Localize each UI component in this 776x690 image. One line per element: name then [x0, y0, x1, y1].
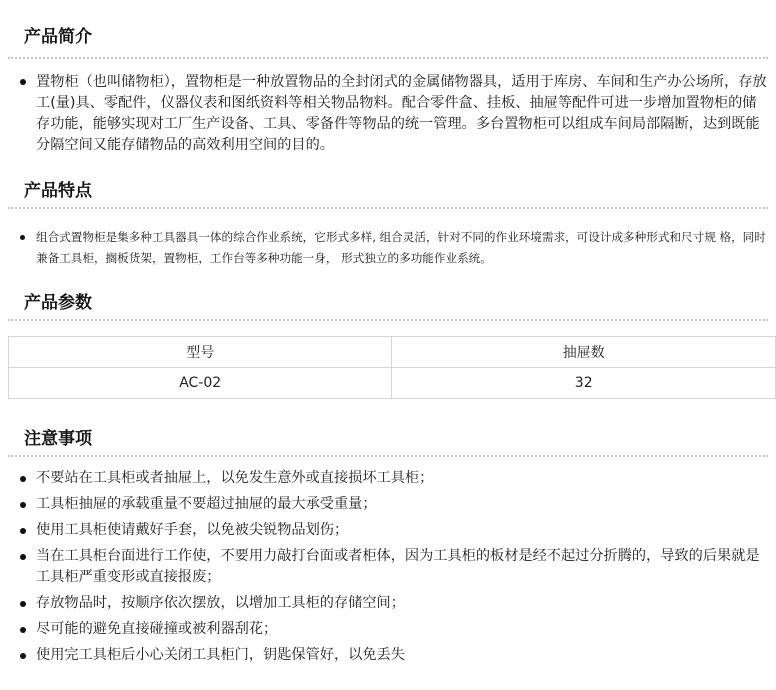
intro-divider: [8, 57, 768, 59]
params-title: 产品参数: [24, 293, 92, 313]
bullet-icon: [20, 528, 26, 534]
list-item: [8, 593, 768, 614]
bullet-icon: [20, 502, 26, 508]
bullet-icon: [20, 653, 26, 659]
params-table: [8, 336, 776, 399]
params-divider: [8, 319, 768, 321]
table-header-drawers: 抽屉数: [392, 337, 776, 368]
bullet-icon: [20, 235, 25, 240]
list-item: [8, 619, 768, 640]
bullet-icon: [20, 79, 26, 85]
note-text: 工具柜抽屉的承载重量不要超过抽屉的最大承受重量；: [36, 496, 377, 512]
intro-list: [8, 72, 768, 156]
notes-title: 注意事项: [24, 429, 92, 449]
note-text: 存放物品时，按顺序依次摆放，以增加工具柜的存储空间；: [36, 595, 405, 611]
list-item: [8, 645, 768, 666]
features-item-text: 组合式置物柜是集多种工具器具一体的综合作业系统，它形式多样, 组合灵活，针对不同的作业环境需求，可设计成多种形式和尺寸规 格，同时兼备工具柜，搁板货架，置物柜，工作台等多种功能一身， 形式独立的多功能作业系统。: [36, 230, 766, 265]
table-cell-drawers: 32: [392, 368, 776, 399]
list-item: [8, 520, 768, 541]
intro-item-text: 置物柜（也叫储物柜），置物柜是一种放置物品的全封闭式的金属储物器具，适用于库房、车间和生产办公场所，存放工(量)具、零配件，仪器仪表和图纸资料等相关物品物料。配合零件盒、挂板、抽屉等配件可进一步增加置物柜的储存功能，能够实现对工厂生产设备、工具、零备件等物品的统一管理。多台置物柜可以组成车间局部隔断，达到既能分隔空间又能存储物品的高效利用空间的目的。: [36, 74, 767, 153]
intro-item: [8, 72, 768, 156]
bullet-icon: [20, 476, 26, 482]
intro-title: 产品简介: [24, 27, 92, 47]
table-header-row: [9, 337, 776, 368]
bullet-icon: [20, 627, 26, 633]
note-text: 不要站在工具柜或者抽屉上，以免发生意外或直接损坏工具柜；: [36, 470, 434, 486]
table-header-model: 型号: [9, 337, 392, 368]
list-item: [8, 546, 768, 588]
bullet-icon: [20, 601, 26, 607]
table-row: [9, 368, 776, 399]
features-list: [8, 227, 768, 269]
note-text: 使用完工具柜后小心关闭工具柜门，钥匙保管好，以免丢失: [36, 647, 405, 663]
notes-list: [8, 468, 768, 671]
features-divider: [8, 207, 768, 209]
list-item: [8, 468, 768, 489]
bullet-icon: [20, 554, 26, 560]
notes-divider: [8, 455, 768, 457]
note-text: 使用工具柜使请戴好手套，以免被尖锐物品划伤；: [36, 522, 349, 538]
features-item: [8, 227, 768, 269]
note-text: 当在工具柜台面进行工作使，不要用力敲打台面或者柜体，因为工具柜的板材是经不起过分折腾的，导致的后果就是工具柜严重变形或直接报废；: [36, 548, 760, 585]
features-title: 产品特点: [24, 181, 92, 201]
table-cell-model: AC-02: [9, 368, 392, 399]
note-text: 尽可能的避免直接碰撞或被利器刮花；: [36, 621, 278, 637]
list-item: [8, 494, 768, 515]
